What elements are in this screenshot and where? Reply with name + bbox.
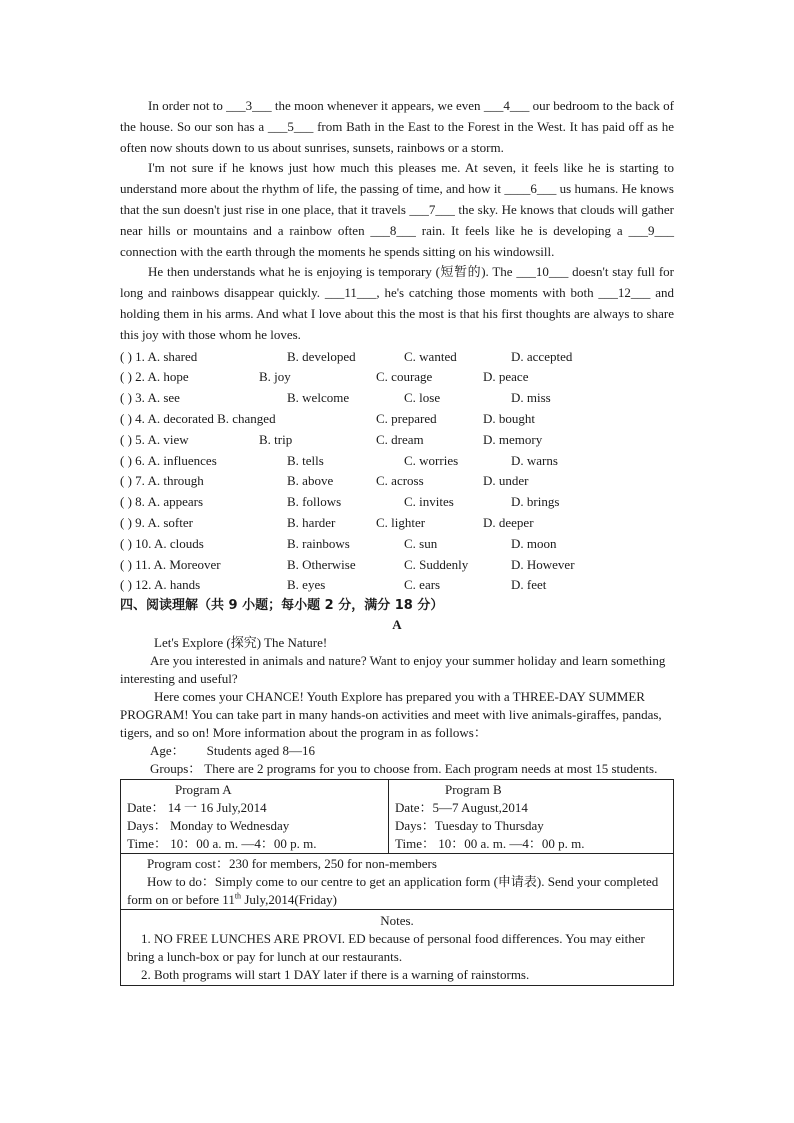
option-d: D. moon — [511, 535, 557, 551]
program-a-days: Days： Monday to Wednesday — [127, 818, 290, 834]
option-b: B. joy — [259, 369, 291, 385]
option-b: B. developed — [287, 348, 356, 364]
question-stem: ( ) 4. A. decorated B. changed — [120, 410, 276, 426]
question-row — [120, 367, 674, 388]
option-b: B. above — [287, 473, 334, 489]
option-d: D. memory — [483, 431, 543, 447]
option-d: D. under — [483, 473, 529, 489]
question-stem: ( ) 5. A. view — [120, 431, 189, 447]
option-d: D. brings — [511, 494, 560, 510]
question-stem: ( ) 11. A. Moreover — [120, 556, 221, 572]
age-label: Age： — [150, 743, 185, 759]
option-c: C. ears — [404, 577, 441, 593]
question-row — [120, 534, 674, 555]
option-d: D. miss — [511, 390, 551, 406]
question-stem: ( ) 10. A. clouds — [120, 535, 204, 551]
how-to-do-text: How to do：Simply come to our centre to get an application form (申请表). Send your completed form on or before 11 — [127, 874, 659, 908]
program-info-cell — [121, 854, 674, 910]
option-c: C. sun — [404, 535, 438, 551]
option-d: D. bought — [483, 410, 535, 426]
question-row — [120, 513, 674, 534]
program-a-cell — [121, 780, 389, 854]
note-2: 2. Both programs will start 1 DAY later if there is a warning of rainstorms. — [141, 967, 530, 983]
question-stem: ( ) 1. A. shared — [120, 348, 198, 364]
option-b: B. Otherwise — [287, 556, 356, 572]
document-page — [120, 96, 674, 986]
program-a-title: Program A — [175, 782, 232, 798]
option-c: C. lose — [404, 390, 441, 406]
question-stem: ( ) 6. A. influences — [120, 452, 217, 468]
program-a-time: Time： 10：00 a. m. —4：00 p. m. — [127, 836, 317, 852]
option-c: C. Suddenly — [404, 556, 469, 572]
option-d: D. warns — [511, 452, 558, 468]
program-cost: Program cost：230 for members, 250 for non-members — [147, 856, 437, 872]
option-d: D. peace — [483, 369, 529, 385]
passage-paragraph-1: In order not to ___3___ the moon whenever it appears, we even ___4___ our bedroom to the back of the house. So our son has a ___5___ from Bath in the East to the Forest in the West. It has paid off as he often now shouts down to us about sunrises, sunsets, rainbows or a storm. — [120, 98, 674, 155]
option-c: C. prepared — [376, 410, 437, 426]
question-row — [120, 451, 674, 472]
option-b: B. follows — [287, 494, 342, 510]
question-stem: ( ) 3. A. see — [120, 390, 180, 406]
question-stem: ( ) 9. A. softer — [120, 514, 193, 530]
option-b: B. tells — [287, 452, 324, 468]
question-row — [120, 575, 674, 596]
program-b-days: Days：Tuesday to Thursday — [395, 818, 544, 834]
question-stem: ( ) 7. A. through — [120, 473, 204, 489]
option-d: D. accepted — [511, 348, 573, 364]
program-b-time: Time： 10：00 a. m. —4：00 p. m. — [395, 836, 585, 852]
passage-paragraph-2: I'm not sure if he knows just how much this pleases me. At seven, it feels like he is starting to understand more about the rhythm of life, the passing of time, and how it ____6___ us humans. He knows that the sun doesn't just rise in one place, that it travels ___7___ the sky. He knows that clouds will gather near hills or mountains and a rainbow often ___8___ rain. It feels like he is developing a ___9___ connection with the earth through the moments he spends sitting on his windowsill. — [120, 160, 674, 259]
age-value: Students aged 8—16 — [206, 743, 315, 759]
option-c: C. dream — [376, 431, 424, 447]
question-row — [120, 409, 674, 430]
reading-intro: Are you interested in animals and nature? Want to enjoy your summer holiday and learn something interesting and useful? — [120, 653, 666, 687]
option-b: B. eyes — [287, 577, 326, 593]
reading-chance: Here comes your CHANCE! Youth Explore has prepared you with a THREE-DAY SUMMER PROGRAM! You can take part in many hands-on activities and meet with live animals-giraffes, pandas, tigers, and so on! More information about the program in as follows： — [120, 689, 662, 741]
question-row — [120, 555, 674, 576]
question-stem: ( ) 2. A. hope — [120, 369, 189, 385]
question-stem: ( ) 12. A. hands — [120, 577, 201, 593]
question-row — [120, 347, 674, 368]
how-to-do-date: July,2014(Friday) — [241, 892, 337, 908]
question-row — [120, 471, 674, 492]
passage-paragraph-3: He then understands what he is enjoying is temporary (短暂的). The ___10___ doesn't stay full for long and rainbows disappear quickly. ___11___, he's catching those moments with both ___12___ and holding them in his arms. And what I love about this the most is that his first thoughts are always to share this joy with those whom he loves. — [120, 264, 674, 342]
option-d: D. deeper — [483, 514, 534, 530]
option-c: C. across — [376, 473, 424, 489]
question-row — [120, 430, 674, 451]
program-b-title: Program B — [445, 782, 502, 798]
option-b: B. harder — [287, 514, 336, 530]
program-b-date: Date：5—7 August,2014 — [395, 800, 528, 816]
notes-title: Notes. — [380, 913, 414, 929]
reading-age — [120, 742, 674, 760]
question-row — [120, 492, 674, 513]
option-c: C. worries — [404, 452, 459, 468]
reading-groups: Groups： There are 2 programs for you to choose from. Each program needs at most 15 students. — [150, 761, 658, 777]
option-b: B. rainbows — [287, 535, 350, 551]
note-1: 1. NO FREE LUNCHES ARE PROVI. ED because of personal food differences. You may either bring a lunch-box or pay for lunch at our restaurants. — [127, 931, 645, 965]
option-c: C. courage — [376, 369, 433, 385]
question-list — [120, 347, 674, 597]
section-title: 四、阅读理解（共 9 小题；每小题 2 分，满分 18 分） — [120, 598, 444, 614]
option-b: B. welcome — [287, 390, 350, 406]
notes-box — [120, 910, 674, 986]
program-a-date: Date： 14 一 16 July,2014 — [127, 800, 267, 816]
option-c: C. invites — [404, 494, 454, 510]
reading-title: Let's Explore (探究) The Nature! — [154, 635, 328, 651]
how-to-do — [127, 873, 667, 909]
option-d: D. However — [511, 556, 575, 572]
how-to-do-sup: th — [234, 891, 242, 901]
program-b-cell — [389, 780, 674, 854]
program-table — [120, 779, 674, 910]
part-label: A — [392, 617, 402, 633]
question-stem: ( ) 8. A. appears — [120, 494, 204, 510]
option-b: B. trip — [259, 431, 293, 447]
option-d: D. feet — [511, 577, 547, 593]
question-row — [120, 388, 674, 409]
option-c: C. lighter — [376, 514, 426, 530]
option-c: C. wanted — [404, 348, 457, 364]
